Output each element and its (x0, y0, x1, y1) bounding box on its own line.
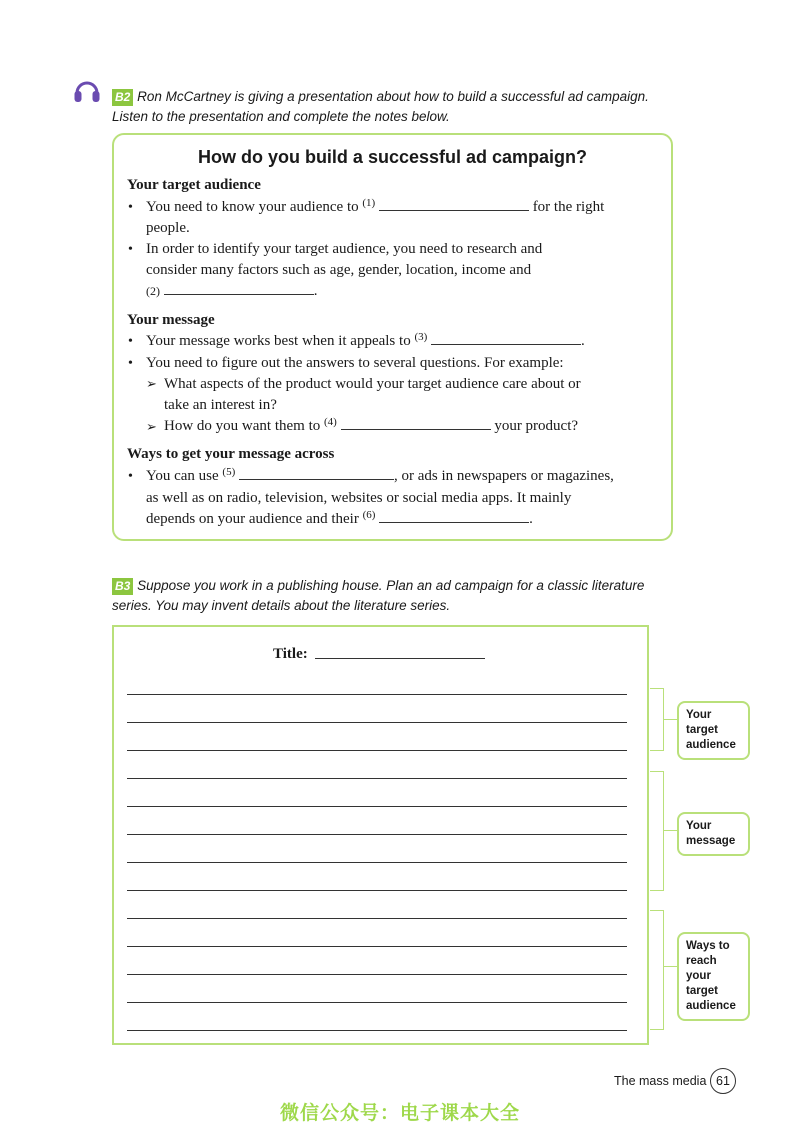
section-heading-ways: Ways to get your message across (127, 446, 335, 462)
answer-blank-6[interactable] (379, 510, 529, 523)
bullet: • (128, 242, 133, 257)
bracket-ways (650, 910, 664, 1030)
arrow-bullet-icon: ➢ (146, 376, 157, 391)
writing-line[interactable] (127, 834, 627, 835)
section-heading-message: Your message (127, 312, 215, 328)
writing-line[interactable] (127, 862, 627, 863)
bullet: • (128, 334, 133, 349)
writing-line[interactable] (127, 806, 627, 807)
answer-blank-4[interactable] (341, 417, 491, 430)
writing-line[interactable] (127, 1030, 627, 1031)
side-label-ways: Ways to reach your target audience (677, 932, 750, 1021)
arrow-bullet-icon: ➢ (146, 419, 157, 434)
section-heading-audience: Your target audience (127, 177, 261, 193)
b3-badge: B3 (112, 578, 133, 595)
b2-instruction-line2: Listen to the presentation and complete the notes below. (112, 109, 450, 124)
writing-line[interactable] (127, 694, 627, 695)
side-label-message: Your message (677, 812, 750, 856)
writing-line[interactable] (127, 1002, 627, 1003)
writing-line[interactable] (127, 946, 627, 947)
bracket-audience (650, 688, 664, 751)
watermark: 微信公众号：电子课本大全 (279, 1103, 520, 1124)
page-number: 61 (710, 1068, 736, 1094)
answer-blank-3[interactable] (431, 332, 581, 345)
writing-line[interactable] (127, 918, 627, 919)
b3-instruction-line2: series. You may invent details about the literature series. (112, 598, 451, 613)
bullet: • (128, 469, 133, 484)
b3-instruction: B3 Suppose you work in a publishing house. Plan an ad campaign for a classic literature (112, 576, 644, 596)
chapter-name: The mass media (614, 1074, 707, 1088)
answer-blank-1[interactable] (379, 198, 529, 211)
answer-blank-5[interactable] (239, 467, 394, 480)
writing-line[interactable] (127, 974, 627, 975)
headphones-icon (72, 76, 102, 106)
note-line: You need to know your audience to $^{(1)}$ for the right (146, 197, 605, 215)
side-label-audience: Your target audience (677, 701, 750, 760)
bracket-message (650, 771, 664, 891)
notes-title: How do you build a successful ad campaign? (197, 147, 588, 167)
bullet: • (128, 356, 133, 371)
b2-badge: B2 (112, 89, 133, 106)
writing-line[interactable] (127, 722, 627, 723)
title-input-line[interactable] (315, 658, 485, 659)
writing-line[interactable] (127, 890, 627, 891)
writing-box (112, 625, 649, 1045)
writing-line[interactable] (127, 750, 627, 751)
answer-blank-2[interactable] (164, 282, 314, 295)
bullet: • (128, 200, 133, 215)
writing-line[interactable] (127, 778, 627, 779)
title-label: Title: (273, 646, 308, 662)
b2-instruction: B2 Ron McCartney is giving a presentation about how to build a successful ad campaign. (112, 87, 649, 107)
